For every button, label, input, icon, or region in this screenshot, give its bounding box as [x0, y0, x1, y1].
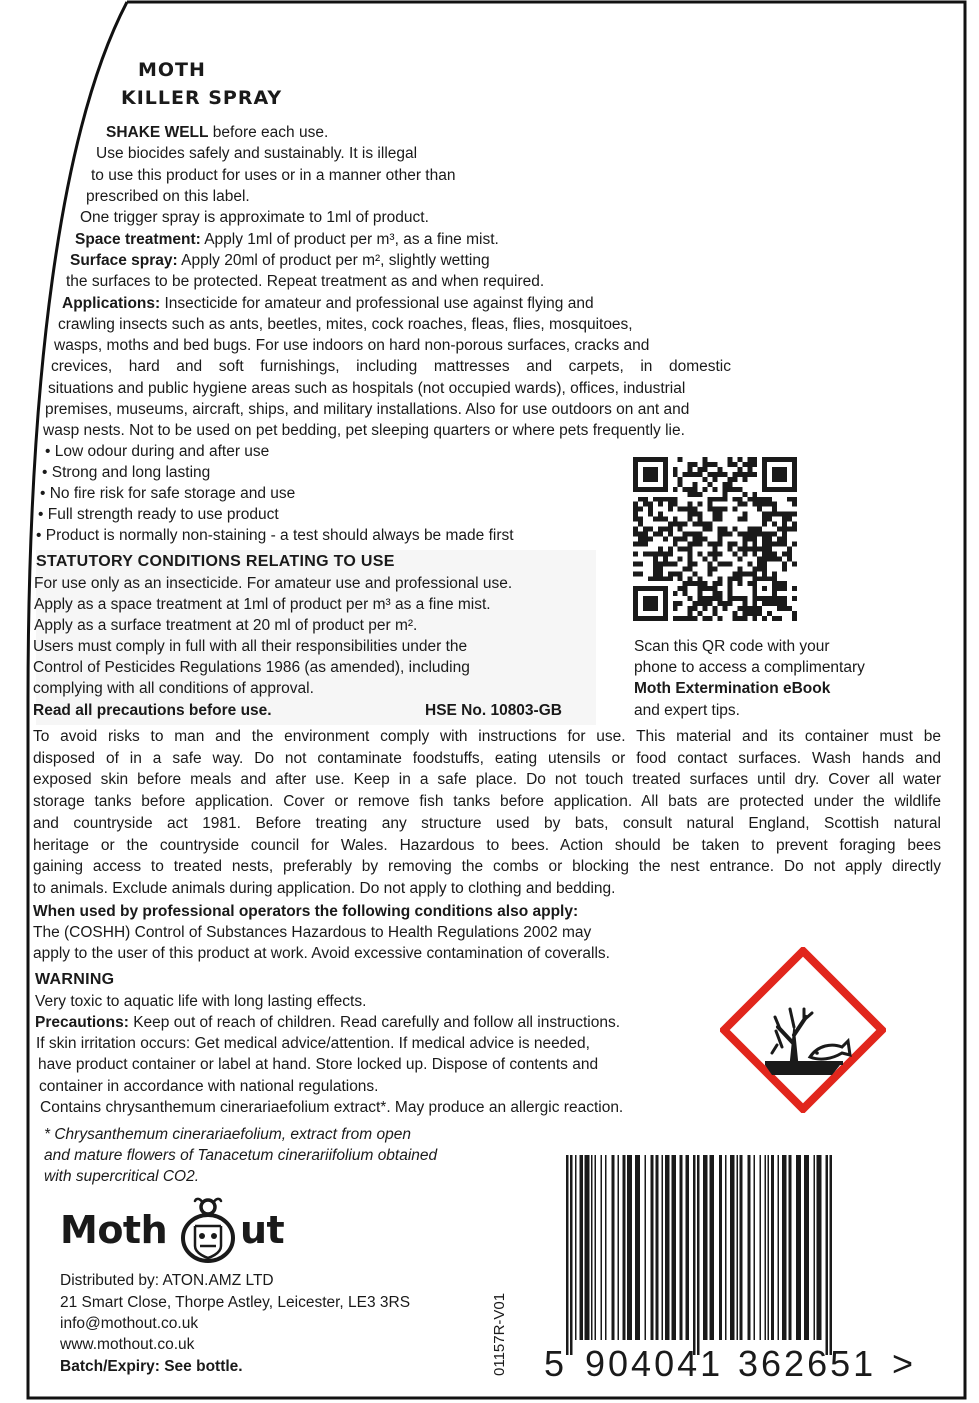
bullet-item: • No fire risk for safe storage and use — [40, 485, 296, 502]
applications-line: situations and public hygiene areas such as hospitals (not occupied wards), offices, industrial — [48, 380, 686, 397]
environment-line: exposed skin before meals and after use. Keep in a safe place. Do not touch treated surfaces until dry. Cover all water — [33, 771, 941, 789]
warning-line: Contains chrysanthemum cinerariaefolium extract*. May produce an allergic reaction. — [40, 1099, 624, 1116]
precautions-text: Keep out of reach of children. Read carefully and follow all instructions. — [128, 1014, 620, 1031]
distributor-email[interactable]: info@mothout.co.uk — [60, 1315, 199, 1332]
environment-line: to animals. Exclude animals during application. Do not apply to clothing and bedding. — [33, 879, 616, 897]
shake-well-text: before each use. — [208, 124, 329, 141]
qr-caption-ebook: Moth Extermination eBook — [634, 680, 831, 697]
environment-hazard-icon — [720, 947, 886, 1113]
barcode-end-marker: > — [892, 1343, 914, 1384]
environment-line: heritage or the countryside council for Wales. Hazardous to bees. Action should be taken to prevent foraging bees — [33, 836, 941, 854]
applications-line: wasp nests. Not to be used on pet bedding, pet sleeping quarters or where pets frequently lie. — [43, 422, 685, 439]
distributor-address: 21 Smart Close, Thorpe Astley, Leicester, LE3 3RS — [60, 1294, 411, 1311]
shake-well-bold: SHAKE WELL — [106, 124, 209, 141]
environment-line: storage tanks before application. Cover or remove fish tanks before application. All bats are protected under the wildlife — [33, 793, 941, 811]
footnote-line: with supercritical CO2. — [44, 1168, 200, 1185]
environment-line: disposed of in a safe way. Do not contaminate foodstuffs, eating utensils or food contact surfaces. Wash hands and — [33, 749, 941, 767]
applications-line: premises, museums, aircraft, ships, and military installations. Also for use outdoors on ant and — [45, 401, 690, 418]
distributor-line: Distributed by: ATON.AMZ LTD — [60, 1272, 274, 1289]
precautions-bold: Precautions: — [35, 1014, 129, 1031]
bullet-item: • Product is normally non-staining - a test should always be made first — [36, 527, 514, 544]
environment-line: and countryside act 1981. Before treating any structure used by bats, consult natural England, Scottish natural — [33, 814, 941, 832]
warning-heading: WARNING — [35, 971, 115, 988]
intro-line: prescribed on this label. — [86, 188, 250, 205]
bullet-item: • Low odour during and after use — [45, 443, 270, 460]
qr-code[interactable] — [633, 457, 797, 621]
title-line-1: MOTH — [138, 59, 206, 81]
warning-line: If skin irritation occurs: Get medical advice/attention. If medical advice is needed, — [36, 1035, 590, 1052]
intro-line: Use biocides safely and sustainably. It is illegal — [96, 145, 418, 162]
barcode — [540, 1155, 900, 1355]
title-line-2: KILLER SPRAY — [121, 87, 283, 109]
professional-line: The (COSHH) Control of Substances Hazardous to Health Regulations 2002 may — [33, 924, 592, 941]
statutory-line: Apply as a surface treatment at 20 ml of product per m². — [34, 617, 418, 634]
bullet-item: • Full strength ready to use product — [38, 506, 279, 523]
warning-line: have product container or label at hand. Store locked up. Dispose of contents and — [38, 1056, 599, 1073]
qr-caption-line: and expert tips. — [634, 702, 740, 719]
environment-paragraph — [33, 726, 941, 900]
statutory-line: Apply as a space treatment at 1ml of product per m³ as a fine mist. — [34, 596, 491, 613]
moth-icon — [178, 1196, 238, 1264]
distributor-website[interactable]: www.mothout.co.uk — [60, 1336, 195, 1353]
space-treatment-line — [75, 229, 499, 251]
shake-well-line — [106, 122, 328, 144]
barcode-digits-group2: 362651 — [738, 1343, 877, 1384]
mothout-logo — [60, 1196, 300, 1266]
bullet-item: • Strong and long lasting — [42, 464, 211, 481]
barcode-digits-group1: 904041 — [585, 1343, 724, 1384]
barcode-digit-first: 5 — [544, 1343, 565, 1384]
logo-text-right: ut — [240, 1208, 285, 1252]
warning-line: Very toxic to aquatic life with long lasting effects. — [35, 993, 367, 1010]
space-treatment-text: Apply 1ml of product per m³, as a fine mist. — [200, 231, 499, 248]
read-all-precautions: Read all precautions before use. — [33, 702, 272, 719]
environment-line: To avoid risks to man and the environment comply with instructions for use. This material and its container must be — [33, 728, 941, 745]
applications-text: Insecticide for amateur and professional use against flying and — [160, 295, 594, 312]
batch-expiry: Batch/Expiry: See bottle. — [60, 1358, 243, 1375]
applications-line — [62, 293, 594, 315]
surface-spray-bold: Surface spray: — [70, 252, 178, 269]
statutory-line: Control of Pesticides Regulations 1986 (as amended), including — [33, 659, 470, 676]
statutory-line: Users must comply in full with all their responsibilities under the — [33, 638, 468, 655]
precautions-line — [35, 1012, 620, 1034]
space-treatment-bold: Space treatment: — [75, 231, 201, 248]
professional-heading: When used by professional operators the following conditions also apply: — [33, 903, 579, 920]
environment-line: gaining access to treated nests, preferably by removing the combs or blocking the nest entrance. Do not apply directly — [33, 858, 941, 876]
footnote-line: and mature flowers of Tanacetum cinerariifolium obtained — [44, 1147, 438, 1164]
statutory-heading: STATUTORY CONDITIONS RELATING TO USE — [36, 553, 395, 570]
applications-line: crevices, hard and soft furnishings, including mattresses and carpets, in domestic — [51, 358, 731, 375]
applications-bold: Applications: — [62, 295, 161, 312]
professional-line: apply to the user of this product at work. Avoid excessive contamination of coveralls. — [33, 945, 610, 962]
intro-line: One trigger spray is approximate to 1ml of product. — [80, 209, 429, 226]
surface-spray-line-2: the surfaces to be protected. Repeat treatment as and when required. — [66, 273, 545, 290]
footnote-line: * Chrysanthemum cinerariaefolium, extract from open — [44, 1126, 411, 1143]
warning-line: container in accordance with national regulations. — [39, 1078, 379, 1095]
statutory-line: complying with all conditions of approval. — [33, 680, 314, 697]
applications-line: wasps, moths and bed bugs. For use indoors on hard non-porous surfaces, cracks and — [54, 337, 650, 354]
surface-spray-text: Apply 20ml of product per m², slightly wetting — [177, 252, 490, 269]
version-code: 01157R-V01 — [491, 1292, 508, 1376]
logo-text-left: Moth — [60, 1208, 168, 1252]
surface-spray-line — [70, 250, 490, 272]
qr-caption-line: phone to access a complimentary — [634, 659, 865, 676]
applications-line: crawling insects such as ants, beetles, mites, cock roaches, fleas, flies, mosquitoes, — [58, 316, 633, 333]
qr-caption-line: Scan this QR code with your — [634, 638, 830, 655]
product-title — [121, 56, 283, 112]
hse-number: HSE No. 10803-GB — [425, 702, 562, 719]
intro-line: to use this product for uses or in a manner other than — [91, 167, 456, 184]
statutory-line: For use only as an insecticide. For amateur use and professional use. — [34, 575, 513, 592]
